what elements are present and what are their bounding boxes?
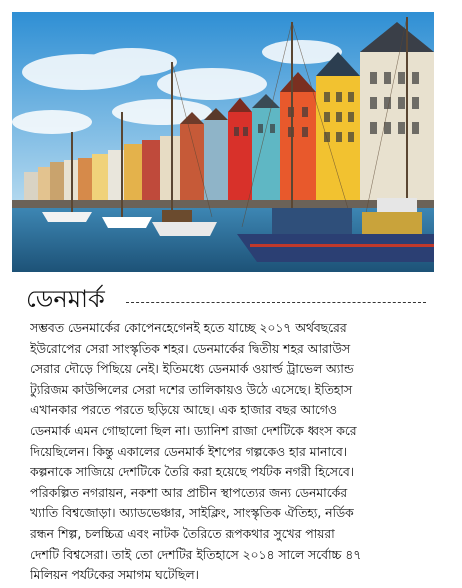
harbor-illustration — [12, 12, 434, 272]
body-line: কল্পনাকে সাজিয়ে দেশটিকে তৈরি করা হয়েছে পর্যটক নগরী হিসেবে। — [30, 465, 355, 480]
body-line: ডেনমার্ক এমন গোছালো ছিল না। ড্যানিশ রাজা দেশটিকে ধ্বংস করে — [30, 423, 357, 438]
article-body — [30, 318, 430, 586]
body-line: রন্ধন শিল্প, চলচ্চিত্র এবং নাটক তৈরিতে রূপকথার সুখের পায়রা — [30, 526, 335, 541]
dashed-divider — [126, 302, 426, 303]
body-line: সম্ভবত ডেনমার্কের কোপেনহেগেনই হতে যাচ্ছে ২০১৭ অর্থবছরের — [30, 321, 347, 335]
body-line: মিলিয়ন পর্যটকের সমাগম ঘটেছিল। — [30, 568, 199, 583]
harbor-photo — [12, 12, 434, 272]
body-line: পরিকল্পিত নগরায়ন, নকশা আর প্রাচীন স্থাপত্যের জন্য ডেনমার্কের — [30, 485, 348, 500]
body-line: সেরার দৌড়ে পিছিয়ে নেই। ইতিমধ্যে ডেনমার্ক ওয়ার্ল্ড ট্রাভেল অ্যান্ড — [30, 362, 354, 377]
body-line: দিয়েছিলেন। কিন্তু একালের ডেনমার্ক ইশপের গল্পকেও হার মানাবে। — [30, 444, 348, 459]
body-line: খ্যাতি বিশ্বজোড়া। অ্যাডভেঞ্চার, সাইক্লিং, সাংস্কৃতিক ঐতিহ্য, নর্ডিক — [30, 506, 354, 521]
article-header — [26, 282, 426, 316]
body-line: ট্যুরিজম কাউন্সিলের সেরা দশের তালিকায়ও উঠে এসেছে। ইতিহাস — [30, 382, 352, 397]
body-line: এখানকার পরতে পরতে ছড়িয়ে আছে। এক হাজার বছর আগেও — [30, 403, 337, 418]
body-line: ইউরোপের সেরা সাংস্কৃতিক শহর। ডেনমার্কের দ্বিতীয় শহর আরাউস — [30, 341, 350, 356]
body-line: দেশটি বিশ্বসেরা। তাই তো দেশটির ইতিহাসে ২০১৪ সালে সর্বোচ্চ ৪৭ — [30, 547, 362, 562]
article-title: ডেনমার্ক — [26, 285, 105, 313]
